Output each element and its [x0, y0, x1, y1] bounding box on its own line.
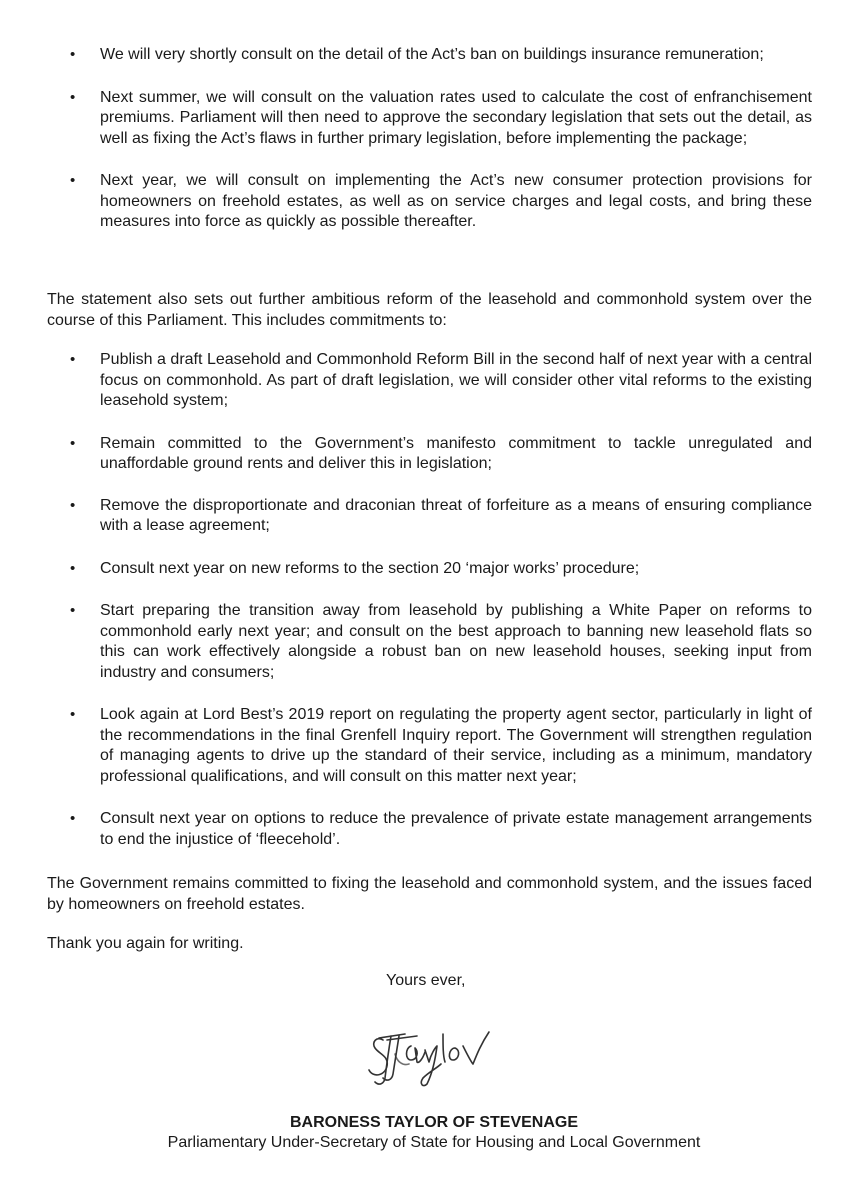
government-paragraph: The Government remains committed to fixing the leasehold and commonhold system, and the issues faced by homeowners on freehold estates. [47, 875, 812, 913]
thanks-line: Thank you again for writing. [47, 935, 244, 952]
commitment-item: • Remain committed to the Government’s manifesto commitment to tackle unregulated and unaffordable ground rents and deliver this in legislation; [0, 434, 862, 475]
signer-name: BARONESS TAYLOR OF STEVENAGE [289, 1114, 579, 1131]
commitment-item: • Start preparing the transition away from leasehold by publishing a White Paper on reforms to commonhold early next year; and consult on the best approach to banning new leasehold flats so this can work effectively alongside a robust ban on new leasehold houses, seeking input from industry and consumers; [0, 601, 862, 683]
commitment-item: • Consult next year on new reforms to the section 20 ‘major works’ procedure; [0, 559, 862, 580]
handwritten-signature [365, 1018, 505, 1093]
bullet-item: • Next summer, we will consult on the valuation rates used to calculate the cost of enfranchisement premiums. Parliament will then need to approve the secondary legislation that sets out the detail, as well as fixing the Act’s flaws in further primary legislation, before implementing the package; [0, 88, 862, 150]
statement-paragraph: The statement also sets out further ambitious reform of the leasehold and commonhold system over the course of this Parliament. This includes commitments to: [47, 291, 812, 329]
commitment-item: • Publish a draft Leasehold and Commonhold Reform Bill in the second half of next year with a central focus on commonhold. As part of draft legislation, we will consider other vital reforms to the existing leasehold system; [0, 350, 862, 412]
bullet-item: • Next year, we will consult on implementing the Act’s new consumer protection provisions for homeowners on freehold estates, as well as on service charges and legal costs, and bring these measures into force as quickly as possible thereafter. [0, 171, 862, 233]
consultation-bullet-list [0, 45, 862, 253]
commitment-item: • Look again at Lord Best’s 2019 report on regulating the property agent sector, particularly in light of the recommendations in the final Grenfell Inquiry report. The Government will strengthen regulation of managing agents to drive up the standard of their service, including as a minimum, mandatory professional qualifications, and will consult on this matter next year; [0, 705, 862, 787]
commitments-bullet-list [0, 350, 862, 870]
signer-title: Parliamentary Under-Secretary of State for Housing and Local Government [167, 1134, 701, 1151]
bullet-item: • We will very shortly consult on the detail of the Act’s ban on buildings insurance remuneration; [0, 45, 862, 66]
commitment-item: • Consult next year on options to reduce the prevalence of private estate management arrangements to end the injustice of ‘fleecehold’. [0, 809, 862, 850]
commitment-item: • Remove the disproportionate and draconian threat of forfeiture as a means of ensuring compliance with a lease agreement; [0, 496, 862, 537]
closing-line: Yours ever, [386, 972, 466, 989]
